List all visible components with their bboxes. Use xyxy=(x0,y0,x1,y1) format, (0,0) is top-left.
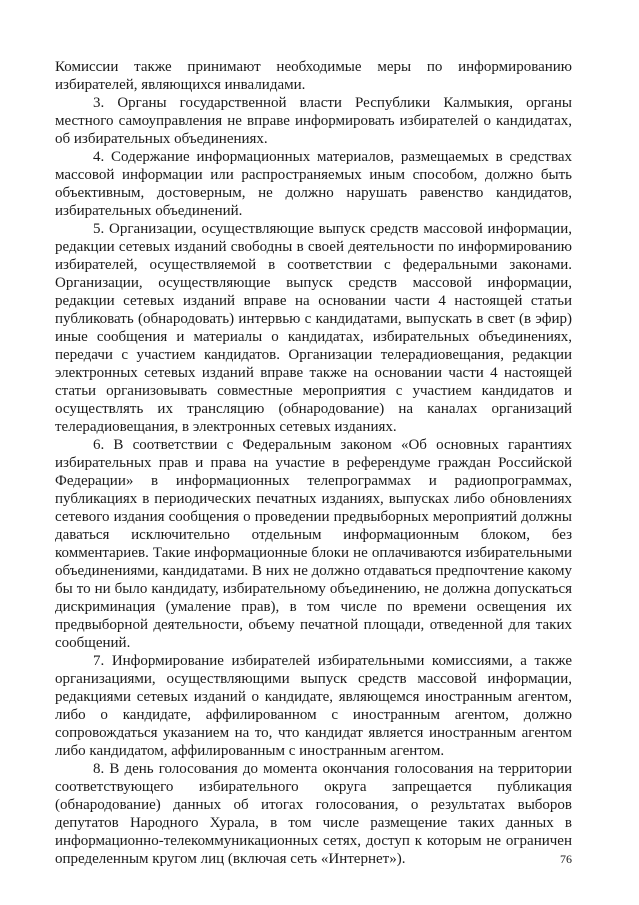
paragraph-3: 3. Органы государственной власти Республики Калмыкия, органы местного самоуправления не вправе информировать избирателей о кандидатах, об избирательных объединениях. xyxy=(55,95,572,147)
paragraph-8: 8. В день голосования до момента окончания голосования на территории соответствующего избирательного округа запрещается публикация (обнародование) данных об итогах голосования, о результатах выборов депутатов Народного Хурала, в том числе размещение таких данных в информационно-телекоммуникационных сетях, доступ к которым не ограничен определенным кругом лиц (включая сеть «Интернет»). xyxy=(55,761,572,867)
paragraph-6: 6. В соответствии с Федеральным законом «Об основных гарантиях избирательных прав и права на участие в референдуме граждан Российской Федерации» в информационных телепрограммах и радиопрограммах, публикациях в периодических печатных изданиях, выпусках либо обновлениях сетевого издания сообщения о проведении предвыборных мероприятий должны даваться исключительно отдельным информационным блоком, без комментариев. Такие информационные блоки не оплачиваются избирательными объединениями, кандидатами. В них не должно отдаваться предпочтение какому бы то ни было кандидату, избирательному объединению, не должна допускаться дискриминация (умаление прав), в том числе по времени освещения их предвыборной деятельности, объему печатной площади, отведенной для таких сообщений. xyxy=(55,437,572,651)
paragraph-7: 7. Информирование избирателей избирательными комиссиями, а также организациями, осуществляющими выпуск средств массовой информации, редакциями сетевых изданий о кандидате, являющемся иностранным агентом, либо о кандидате, аффилированном с иностранным агентом, должно сопровождаться указанием на то, что кандидат является иностранным агентом либо кандидатом, аффилированным с иностранным агентом. xyxy=(55,653,572,759)
paragraph-4: 4. Содержание информационных материалов, размещаемых в средствах массовой информации или распространяемых иным способом, должно быть объективным, достоверным, не должно нарушать равенство кандидатов, избирательных объединений. xyxy=(55,149,572,219)
paragraph-continuation: Комиссии также принимают необходимые меры по информированию избирателей, являющихся инвалидами. xyxy=(55,59,572,93)
page-number: 76 xyxy=(560,852,572,866)
document-body xyxy=(55,58,572,868)
paragraph-5: 5. Организации, осуществляющие выпуск средств массовой информации, редакции сетевых изданий свободны в своей деятельности по информированию избирателей, осуществляемой в соответствии с федеральными законами. Организации, осуществляющие выпуск средств массовой информации, редакции сетевых изданий вправе на основании части 4 настоящей статьи публиковать (обнародовать) интервью с кандидатами, выпускать в свет (в эфир) иные сообщения и материалы о кандидатах, избирательных объединениях, передачи с участием кандидатов. Организации телерадиовещания, редакции электронных сетевых изданий вправе также на основании части 4 настоящей статьи организовывать совместные мероприятия с участием кандидатов и осуществлять их трансляцию (обнародование) на каналах организаций телерадиовещания, в электронных сетевых изданиях. xyxy=(55,221,572,435)
